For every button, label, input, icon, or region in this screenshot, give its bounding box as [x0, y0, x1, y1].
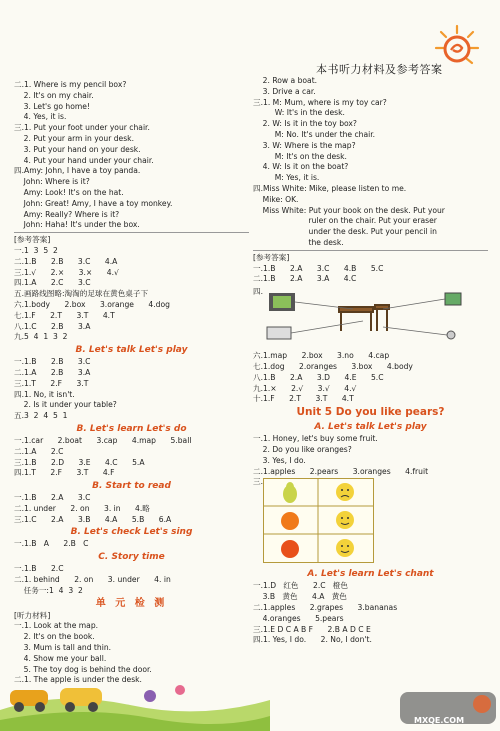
answer-line: 3. Yes, I do.	[253, 455, 306, 465]
right-block-2	[253, 264, 488, 286]
unit-heading: Unit 5 Do you like pears?	[296, 406, 445, 419]
answer-line: 2. Row a boat.	[253, 76, 318, 85]
answer-line: 3. Put your hand on your desk.	[14, 144, 141, 154]
left-block-6	[14, 539, 249, 550]
answer-line: 一.1.B 2.A 3.C	[14, 493, 91, 503]
answer-line: 2. Put your arm in your desk.	[14, 133, 134, 143]
answer-line: 九.1.× 2.√ 3.√ 4.√	[253, 383, 357, 393]
left-block-5	[14, 493, 249, 525]
left-column	[14, 80, 249, 686]
fruit-table-area	[253, 477, 488, 567]
right-column	[253, 76, 488, 646]
answer-line: 四.Amy: John, I have a toy panda.	[14, 166, 141, 176]
happy-face-icon	[336, 539, 354, 557]
answer-line: Amy: Really? Where is it?	[14, 209, 120, 219]
answer-line: 二.1.B 2.A 3.A 4.C	[253, 274, 357, 284]
answer-line: 二.1.A 2.C	[14, 446, 64, 456]
answer-line: 四.Miss White: Mike, please listen to me.	[253, 183, 407, 193]
answer-line: 任务一:1 4 3 2	[14, 585, 83, 595]
answer-line: 六.1.body 2.box 3.orange 4.dog	[14, 299, 170, 309]
answer-line: 三.1. M: Mum, where is my toy car?	[253, 97, 387, 107]
answer-line: Amy: Look! It's on the hat.	[14, 187, 124, 197]
answer-line: 2. It's on my chair.	[14, 90, 94, 100]
answer-line: 四.1. Yes, I do. 2. No, I don't.	[253, 635, 372, 645]
answer-line: 五.画路线图略:淘淘的足球在黄色桌子下	[14, 289, 149, 299]
left-block-7	[14, 564, 249, 596]
divider	[253, 250, 488, 251]
answer-line: 一.1.B A 2.B C	[14, 539, 89, 549]
answer-line: Miss White: Put your book on the desk. Put your	[253, 205, 445, 215]
answer-line: 2. W: Is it in the toy box?	[253, 119, 357, 129]
answer-line: under the desk. Put your pencil in	[253, 227, 437, 237]
answer-line: 三.1. Put your foot under your chair.	[14, 123, 150, 133]
answer-line: 一.1.car 2.boat 3.cap 4.map 5.ball	[14, 435, 192, 445]
answer-line: the desk.	[253, 237, 344, 247]
answer-line: 5. The toy dog is behind the door.	[14, 664, 152, 674]
answer-line: 十.1.F 2.T 3.T 4.T	[253, 394, 354, 404]
left-block-2	[14, 246, 249, 343]
answer-line: 一.1.B 2.A 3.C 4.B 5.C	[253, 263, 384, 273]
answer-line: 三.1.E D C A B F 2.B A D C E	[253, 624, 371, 634]
answer-line: John: Where is it?	[14, 177, 90, 187]
answer-line: 三.1.√ 2.× 3.× 4.√	[14, 267, 119, 277]
answer-line: 3. Let's go home!	[14, 101, 90, 111]
answer-line: 四.1.A 2.C 3.C	[14, 278, 91, 288]
book-icon	[445, 293, 461, 305]
sad-face-icon	[336, 483, 354, 501]
answer-line: 一.1.D 红色 2.C 橙色	[253, 581, 348, 591]
table-label: 三.	[253, 477, 264, 487]
matching-lines	[253, 287, 488, 349]
diagram-label: 四.	[253, 287, 264, 297]
answer-line: 一.1 3 5 2	[14, 245, 58, 255]
answer-line: 一.1. Honey, let's buy some fruit.	[253, 434, 378, 444]
orange-icon	[281, 512, 299, 530]
answer-line: 八.1.B 2.A 3.D 4.E 5.C	[253, 372, 384, 382]
answer-line: 3. Drive a car.	[253, 86, 316, 96]
answer-line: 三.1.C 2.A 3.B 4.A 5.B 6.A	[14, 514, 172, 524]
listening-label: [听力材料]	[14, 610, 51, 620]
bubble-icon	[175, 685, 185, 695]
left-block-4	[14, 436, 249, 479]
answer-line: 二.1.A 2.B 3.A	[14, 367, 91, 377]
section-heading-check: B. Let's check Let's sing	[70, 527, 193, 538]
right-block-5	[253, 581, 488, 646]
answer-line: 二.1. Where is my pencil box?	[14, 80, 127, 89]
answer-line: 二.1. behind 2. on 3. under 4. in	[14, 575, 171, 585]
answer-line: 三.1.B 2.D 3.E 4.C 5.A	[14, 457, 145, 467]
answer-line: 二.1.apples 2.grapes 3.bananas	[253, 602, 398, 612]
bubble-icon	[144, 690, 156, 702]
answer-line: 七.1.dog 2.oranges 3.box 4.body	[253, 361, 413, 371]
answer-line: 九.5 4 1 3 2	[14, 332, 68, 342]
right-block-4	[253, 434, 488, 477]
orange-icon	[281, 540, 299, 558]
answer-line: John: Haha! It's under the box.	[14, 220, 140, 230]
answer-line: 4.oranges 5.pears	[253, 613, 344, 623]
watermark-text: MXQE.COM	[414, 716, 465, 725]
section-heading-learn: B. Let's learn Let's do	[76, 423, 187, 434]
answer-line: 五.3 2 4 5 1	[14, 411, 68, 421]
answer-line: 3.B 黄色 4.A 黄色	[253, 592, 347, 602]
fruit-face-table	[263, 478, 383, 566]
answer-line: M: Yes, it is.	[253, 173, 320, 183]
answers-label: [参考答案]	[14, 235, 51, 245]
left-block-1	[14, 80, 249, 231]
section-heading-unit-test: 单 元 检 测	[95, 597, 168, 609]
answer-line: 一.1.B 2.C	[14, 564, 64, 574]
answer-line: John: Great! Amy, I have a toy monkey.	[14, 198, 173, 208]
section-heading-story: C. Story time	[98, 552, 165, 563]
answer-line: 四.1. No, it isn't.	[14, 389, 75, 399]
section-heading-talk: B. Let's talk Let's play	[75, 345, 188, 356]
answer-line: 一.1. Look at the map.	[14, 621, 99, 631]
answer-line: 2. Do you like oranges?	[253, 444, 352, 454]
section-heading-learn: A. Let's learn Let's chant	[307, 569, 434, 580]
desk-icon	[339, 305, 389, 331]
answer-line: 3. W: Where is the map?	[253, 140, 356, 150]
answer-line: 四.1.T 2.F 3.T 4.F	[14, 468, 115, 478]
answer-line: W: It's in the desk.	[253, 108, 345, 118]
answer-line: 二.1.apples 2.pears 3.oranges 4.fruit	[253, 466, 429, 476]
divider	[14, 232, 249, 233]
right-block-3	[253, 351, 488, 405]
matching-diagram	[253, 287, 488, 349]
answer-line: 二.1.B 2.B 3.C 4.A	[14, 256, 118, 266]
answer-line: 4. Yes, it is.	[14, 112, 67, 122]
answer-line: 七.1.F 2.T 3.T 4.T	[14, 310, 115, 320]
answer-line: 2. It's on the book.	[14, 632, 95, 642]
answer-line: 一.1.B 2.B 3.C	[14, 357, 91, 367]
answer-line: 八.1.C 2.B 3.A	[14, 321, 91, 331]
section-heading-talk: A. Let's talk Let's play	[314, 422, 427, 433]
answer-line: 3. Mum is tall and thin.	[14, 643, 112, 653]
answer-line: 二.1. under 2. on 3. in 4.略	[14, 503, 150, 513]
answer-line: 4. Show me your ball.	[14, 653, 107, 663]
answer-line: 2. Is it under your table?	[14, 400, 117, 410]
answer-line: 4. W: Is it on the boat?	[253, 162, 349, 172]
eraser-icon	[447, 331, 455, 339]
answer-line: M: No. It's under the chair.	[253, 129, 376, 139]
answer-line: Mike: OK.	[253, 194, 299, 204]
answer-line: 三.1.T 2.F 3.T	[14, 378, 89, 388]
happy-face-icon	[336, 511, 354, 529]
right-block-1	[253, 76, 488, 249]
answer-line: 4. Put your hand under your chair.	[14, 155, 154, 165]
section-heading-read: B. Start to read	[92, 481, 171, 492]
answers-label: [参考答案]	[253, 252, 290, 262]
left-block-3	[14, 357, 249, 422]
answer-line: ruler on the chair. Put your eraser	[253, 216, 437, 226]
page-header-title: 本书听力材料及参考答案	[316, 63, 443, 76]
answer-line: 六.1.map 2.box 3.no 4.cap	[253, 351, 390, 361]
answer-line: M: It's on the desk.	[253, 151, 347, 161]
answer-line: 二.1. The apple is under the desk.	[14, 675, 142, 685]
pencil-box-icon	[267, 327, 291, 339]
